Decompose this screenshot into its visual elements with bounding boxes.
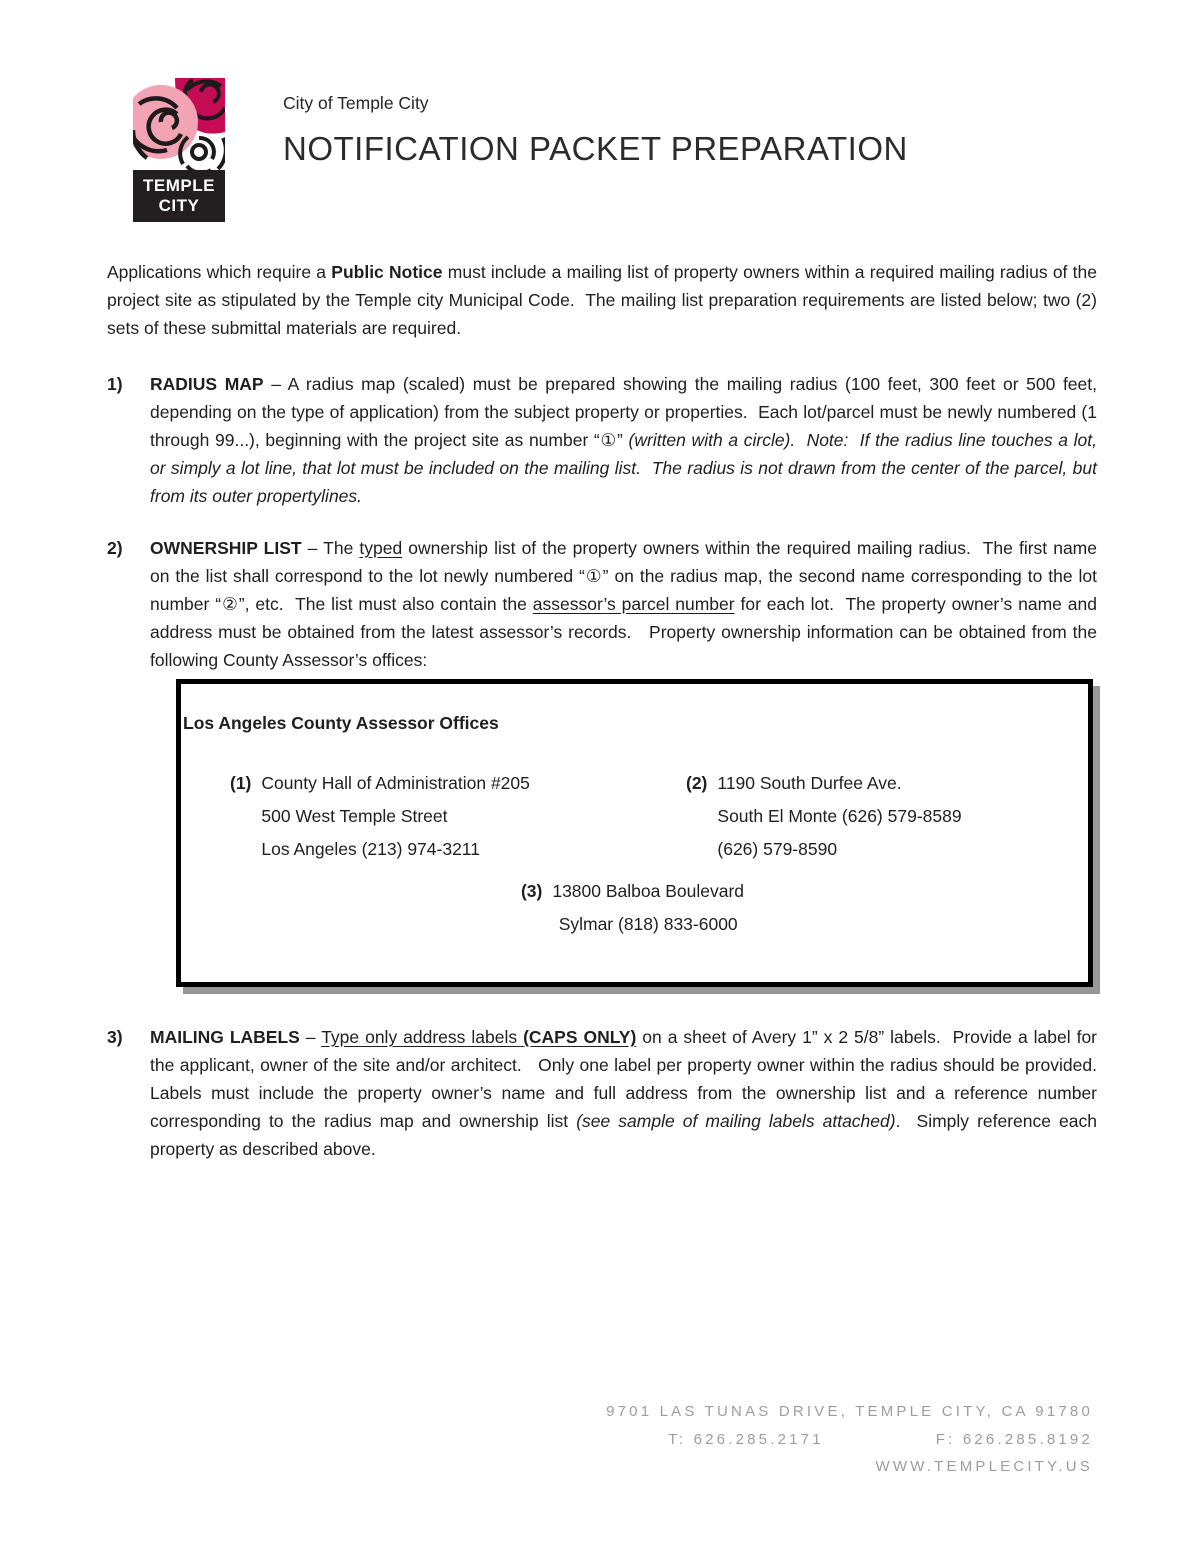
assessor-offices-row <box>183 767 1082 866</box>
office-number: (3) <box>520 881 543 901</box>
office-address <box>552 875 744 941</box>
office-address <box>261 767 529 866</box>
assessor-office-2 <box>686 767 962 866</box>
intro-paragraph: Applications which require a Public Notice must include a mailing list of property owners within a required mailing radius of the project site as stipulated by the Temple city Municipal Code. The mailing list preparation requirements are listed below; two (2) sets of these submittal materials are required. <box>107 262 1102 338</box>
item-text: OWNERSHIP LIST – The typed ownership list of the property owners within the required mailing radius. The first name on the list shall correspond to the lot newly numbered “①” on the radius map, the second name corresponding to the lot number “②”, etc. The list must also contain the assessor’s parcel number for each lot. The property owner’s name and address must be obtained from the latest assessor’s records. Property ownership information can be obtained from the following County Assessor’s offices: <box>150 538 1102 670</box>
footer-fax: F: 626.285.8192 <box>935 1430 1093 1448</box>
office-number: (1) <box>230 773 252 793</box>
footer-telephone: T: 626.285.2171 <box>668 1430 824 1448</box>
footer-website: WWW.TEMPLECITY.US <box>875 1458 1093 1475</box>
header-text <box>283 78 908 168</box>
temple-city-logo <box>133 78 225 222</box>
office-address-line: (626) 579-8590 <box>717 839 838 859</box>
office-address-line: 13800 Balboa Boulevard <box>552 881 745 901</box>
assessor-office-3 <box>521 875 744 941</box>
assessor-box-title: Los Angeles County Assessor Offices <box>183 713 499 733</box>
item-number: 3) <box>107 1027 123 1047</box>
header <box>133 78 1097 222</box>
footer-address: 9701 LAS TUNAS DRIVE, TEMPLE CITY, CA 91780 <box>606 1403 1093 1420</box>
footer-phone-fax <box>606 1426 1093 1454</box>
assessor-offices-box <box>176 679 1093 987</box>
logo-line1: TEMPLE <box>143 176 215 196</box>
item-number: 1) <box>107 374 123 394</box>
org-name: City of Temple City <box>283 93 429 113</box>
logo-wordmark <box>133 170 225 222</box>
list-item-mailing-labels <box>107 1023 1107 1163</box>
office-address-line: South El Monte (626) 579-8589 <box>717 806 962 826</box>
page-title: NOTIFICATION PACKET PREPARATION <box>283 130 908 167</box>
item-text: MAILING LABELS – Type only address labels (CAPS ONLY) on a sheet of Avery 1” x 2 5/8” labels. Provide a label for the applicant, owner of the site and/or architect. Only one label per property owner within the radius should be provided. Labels must include the property owner’s name and full address from the ownership list and a reference number corresponding to the radius map and ownership list (see sample of mailing labels attached). Simply reference each property as described above. <box>150 1027 1107 1159</box>
assessor-offices-row-center <box>183 875 1082 941</box>
assessor-office-1 <box>230 767 686 866</box>
camellia-flower-icon <box>133 78 225 170</box>
office-address-line: 1190 South Durfee Ave. <box>717 773 902 793</box>
office-address-line: Sylmar (818) 833-6000 <box>558 914 738 934</box>
list-item-radius-map <box>107 370 1102 510</box>
office-address-line: Los Angeles (213) 974-3211 <box>261 839 480 859</box>
office-address-line: County Hall of Administration #205 <box>261 773 530 793</box>
page-footer <box>606 1398 1093 1481</box>
office-address <box>717 767 961 866</box>
logo-line2: CITY <box>158 196 200 215</box>
office-number: (2) <box>686 773 708 793</box>
item-text: RADIUS MAP – A radius map (scaled) must be prepared showing the mailing radius (100 feet, 300 feet or 500 feet, depending on the type of application) from the subject property or properties. Each lot/parcel must be newly numbered (1 through 99...), beginning with the project site as number “①” (written with a circle). Note: If the radius line touches a lot, or simply a lot line, that lot must be included on the mailing list. The radius is not drawn from the center of the parcel, but from its outer propertylines. <box>150 374 1102 506</box>
list-item-ownership-list <box>107 534 1102 674</box>
item-number: 2) <box>107 538 123 558</box>
office-address-line: 500 West Temple Street <box>261 806 448 826</box>
